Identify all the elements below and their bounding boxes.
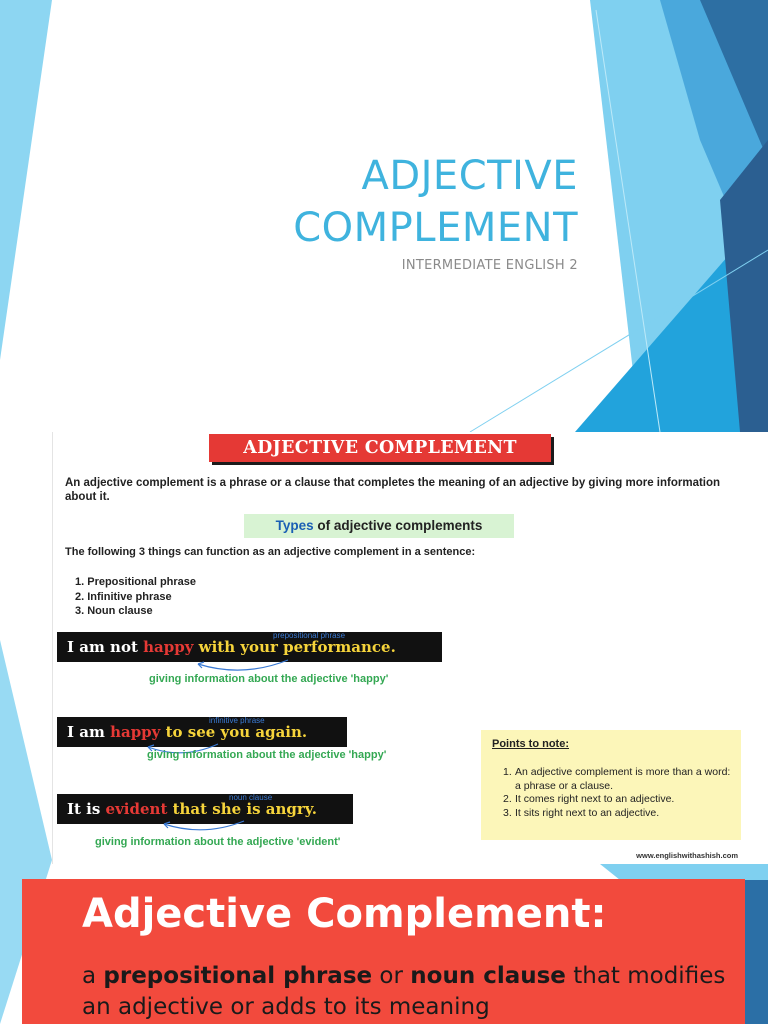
- types-heading-rest: of adjective complements: [313, 518, 483, 533]
- example-pre: It is: [67, 800, 106, 818]
- example-pre: I am: [67, 723, 111, 741]
- slide-title-line1: ADJECTIVE: [361, 153, 578, 199]
- list-item: 1. An adjective complement is more than a word: a phrase or a clause.: [503, 766, 731, 792]
- types-heading-highlight: Types: [275, 518, 314, 533]
- example-complement: to see you again.: [160, 723, 308, 741]
- example-tag-2: infinitive phrase: [209, 716, 265, 725]
- list-item: 2. Infinitive phrase: [75, 590, 172, 603]
- types-heading: [244, 514, 514, 538]
- infographic-title: ADJECTIVE COMPLEMENT: [209, 434, 551, 462]
- example-adjective: happy: [110, 723, 161, 741]
- example-complement: that she is angry.: [167, 800, 318, 818]
- slide-subtitle: INTERMEDIATE ENGLISH 2: [401, 258, 578, 273]
- example-tag-3: noun clause: [229, 793, 273, 802]
- example-adjective: evident: [105, 800, 168, 818]
- example-pre: I am not: [67, 638, 144, 656]
- points-list: [503, 766, 735, 820]
- example-complement: with your performance.: [193, 638, 396, 656]
- types-list: [75, 575, 196, 619]
- example-note-1: giving information about the adjective 'happy': [149, 673, 389, 685]
- left-light-wedge: [0, 0, 52, 360]
- source-url: www.englishwithashish.com: [636, 851, 738, 860]
- definition-banner: [22, 879, 745, 1024]
- points-title: Points to note:: [492, 738, 569, 750]
- example-note-2: giving information about the adjective 'happy': [147, 749, 387, 761]
- intro-text: The following 3 things can function as an adjective complement in a sentence:: [65, 546, 476, 558]
- definition-text: An adjective complement is a phrase or a clause that completes the meaning of an adjective by giving more information about it.: [65, 477, 721, 503]
- banner-term-prepositional: prepositional phrase: [103, 963, 373, 989]
- bottom-right-light: [600, 864, 768, 880]
- bottom-right-panel: [745, 864, 768, 1024]
- banner-title: Adjective Complement:: [82, 891, 607, 937]
- list-item: 3. It sits right next to an adjective.: [503, 806, 660, 819]
- curved-arrow-icon: [149, 819, 249, 835]
- slide-title: [293, 150, 578, 254]
- list-item: 3. Noun clause: [75, 605, 153, 617]
- slide-title-line2: COMPLEMENT: [293, 205, 578, 251]
- list-item: 1. Prepositional phrase: [75, 576, 197, 588]
- banner-term-noun-clause: noun clause: [410, 963, 566, 989]
- points-to-note-box: [481, 730, 741, 840]
- example-tag-1: prepositional phrase: [273, 631, 346, 640]
- banner-body: a prepositional phrase or noun clause that modifies an adjective or adds to its meaning: [82, 963, 726, 1020]
- infographic-panel: [52, 432, 766, 864]
- example-note-3: giving information about the adjective 'evident': [95, 836, 341, 848]
- example-adjective: happy: [143, 638, 194, 656]
- list-item: 2. It comes right next to an adjective.: [503, 793, 675, 805]
